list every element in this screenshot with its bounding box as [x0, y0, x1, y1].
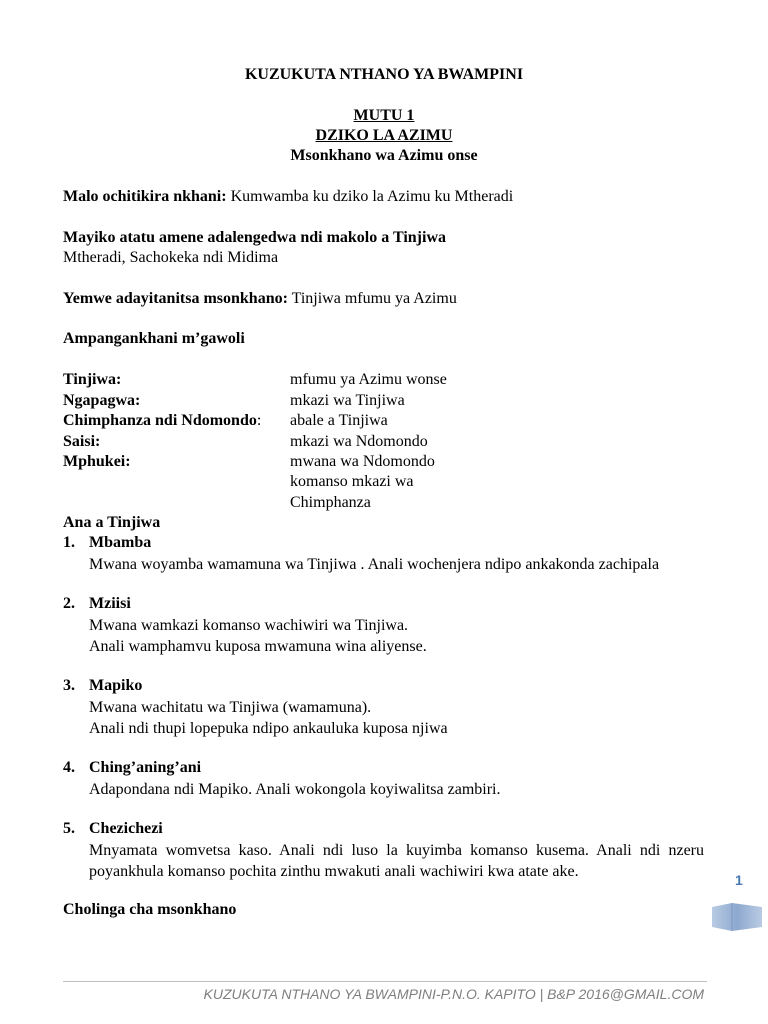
- convener-line: [63, 290, 457, 308]
- list-number: 1.: [63, 534, 75, 551]
- character-name: Tinjiwa:: [63, 371, 122, 388]
- character-desc: abale a Tinjiwa: [290, 412, 388, 429]
- realms-label: Mayiko atatu amene adalengedwa ndi makolo a Tinjiwa: [63, 229, 447, 246]
- child-desc-line: Mwana woyamba wamamuna wa Tinjiwa . Anali wochenjera ndipo ankakonda zachipala: [89, 556, 660, 573]
- act-heading: MUTU 1: [353, 107, 415, 124]
- character-desc: mkazi wa Ndomondo: [290, 433, 428, 450]
- document-title: KUZUKUTA NTHANO YA BWAMPINI: [244, 66, 524, 83]
- child-name: Ching’aning’ani: [89, 759, 202, 776]
- convener-value: Tinjiwa mfumu ya Azimu: [287, 290, 457, 307]
- child-name: Mbamba: [89, 534, 152, 551]
- characters-heading: Ampangankhani m’gawoli: [63, 330, 245, 347]
- setting-label: Malo ochitikira nkhani:: [63, 188, 227, 205]
- list-number: 4.: [63, 759, 75, 776]
- child-desc-line: Mwana wachitatu wa Tinjiwa (wamamuna).: [89, 699, 372, 716]
- list-number: 5.: [63, 820, 75, 837]
- child-desc-paragraph: Mnyamata womvetsa kaso. Anali ndi luso la kuyimba komanso kusema. Anali ndi nzeru poyankhula komanso pochita zinthu mwakuti anali wachiwiri kwa atate ake.: [89, 842, 704, 880]
- page-footer: KUZUKUTA NTHANO YA BWAMPINI-P.N.O. KAPITO | B&P 2016@GMAIL.COM: [203, 986, 704, 1002]
- list-number: 2.: [63, 595, 75, 612]
- character-name: Saisi:: [63, 433, 101, 450]
- convener-label: Yemwe adayitanitsa msonkhano:: [63, 290, 288, 307]
- character-name-line: [63, 412, 261, 430]
- scene-subtitle: Msonkhano wa Azimu onse: [290, 147, 478, 164]
- child-name: Mapiko: [89, 677, 143, 694]
- list-number: 3.: [63, 677, 75, 694]
- child-desc-line: Adapondana ndi Mapiko. Anali wokongola koyiwalitsa zambiri.: [89, 781, 501, 798]
- footer-divider: [63, 981, 707, 982]
- character-name: Ngapagwa:: [63, 392, 141, 409]
- page-number: 1: [735, 872, 743, 888]
- page-flag-icon: [712, 903, 762, 931]
- character-desc-continued: Chimphanza: [290, 494, 371, 511]
- character-desc-continued: komanso mkazi wa: [290, 473, 414, 490]
- child-desc-line: Anali ndi thupi lopepuka ndipo ankauluka kuposa njiwa: [89, 720, 448, 737]
- character-desc: mwana wa Ndomondo: [290, 453, 435, 470]
- child-desc-line: Anali wamphamvu kuposa mwamuna wina aliyense.: [89, 638, 427, 655]
- character-desc: mfumu ya Azimu wonse: [290, 371, 447, 388]
- character-name: Mphukei:: [63, 453, 131, 470]
- setting-value: Kumwamba ku dziko la Azimu ku Mtheradi: [226, 188, 514, 205]
- child-name: Mziisi: [89, 595, 131, 612]
- realms-value: Mtheradi, Sachokeka ndi Midima: [63, 249, 279, 266]
- character-name: Chimphanza ndi Ndomondo: [63, 412, 257, 429]
- setting-line: [63, 188, 513, 206]
- child-name: Chezichezi: [89, 820, 163, 837]
- closing-heading: Cholinga cha msonkhano: [63, 901, 237, 918]
- character-colon: :: [256, 412, 262, 429]
- children-heading: Ana a Tinjiwa: [63, 514, 161, 531]
- scene-heading: DZIKO LA AZIMU: [315, 127, 453, 144]
- character-desc: mkazi wa Tinjiwa: [290, 392, 405, 409]
- child-desc-line: Mwana wamkazi komanso wachiwiri wa Tinjiwa.: [89, 617, 409, 634]
